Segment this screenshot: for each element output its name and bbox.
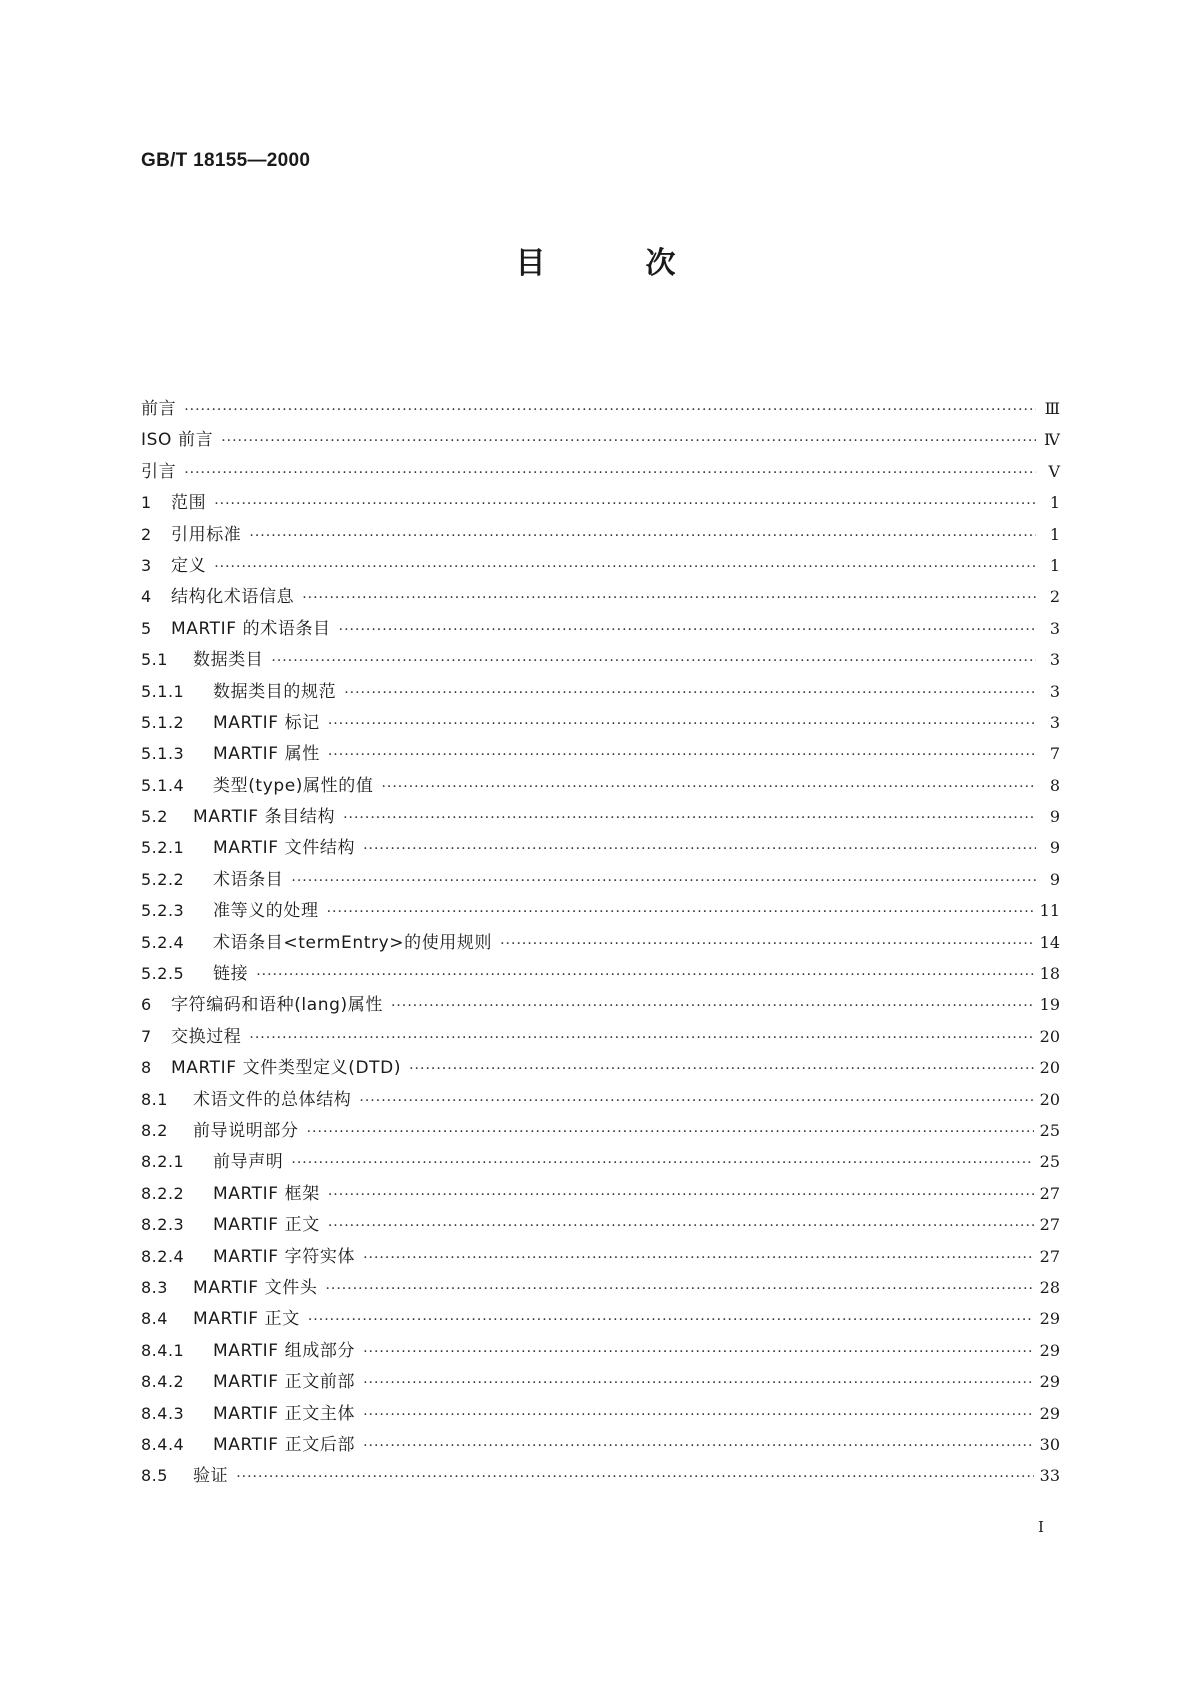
toc-entry[interactable] [141, 1241, 1060, 1272]
toc-entry-number: 8.2.4 [141, 1246, 185, 1266]
toc-entry-title: 数据类目的规范 [213, 681, 337, 702]
toc-entry-page: 2 [1049, 587, 1060, 607]
dot-leader [328, 1180, 1034, 1211]
toc-entry-page: 1 [1049, 493, 1060, 513]
toc-entry-page: 7 [1049, 744, 1060, 764]
toc-entry-number: 7 [141, 1026, 152, 1046]
toc-entry-page: 9 [1049, 869, 1060, 889]
toc-entry-page: 9 [1049, 838, 1060, 858]
dot-leader [363, 1368, 1034, 1399]
toc-entry-number: 8 [141, 1058, 152, 1078]
toc-entry-title: MARTIF 文件类型定义(DTD) [171, 1058, 402, 1079]
toc-entry-title: MARTIF 条目结构 [193, 807, 336, 828]
toc-entry-title: 准等义的处理 [213, 901, 319, 922]
toc-entry-page: 30 [1039, 1434, 1060, 1454]
toc-entry-title: 交换过程 [171, 1026, 242, 1047]
standard-code: GB/T 18155—2000 [141, 150, 311, 171]
dot-leader [500, 929, 1034, 960]
toc-entry-page: 11 [1039, 901, 1060, 921]
toc-entry[interactable] [141, 424, 1060, 455]
toc-entry-number: 4 [141, 587, 152, 607]
toc-entry-title: MARTIF 正文 [193, 1309, 300, 1330]
toc-entry[interactable] [141, 519, 1060, 550]
toc-entry-number: 8.4.4 [141, 1434, 185, 1454]
toc-entry-title: MARTIF 文件头 [193, 1277, 318, 1298]
toc-entry[interactable] [141, 1366, 1060, 1397]
page-title: 目次 [515, 246, 776, 281]
toc-entry-title: MARTIF 正文主体 [213, 1403, 356, 1424]
toc-entry-title: 前言 [141, 399, 177, 419]
toc-entry[interactable] [141, 958, 1060, 989]
toc-entry-number: 5.2.1 [141, 838, 185, 858]
dot-leader [381, 772, 1036, 803]
toc-entry[interactable] [141, 1146, 1060, 1177]
dot-leader [184, 395, 1036, 426]
toc-entry-title: 结构化术语信息 [171, 587, 295, 608]
dot-leader [271, 646, 1036, 677]
toc-entry-number: 1 [141, 493, 152, 513]
toc-entry[interactable] [141, 707, 1060, 738]
toc-entry-page: 27 [1039, 1183, 1060, 1203]
toc-entry-title: 引用标准 [171, 524, 242, 545]
dot-leader [339, 615, 1036, 646]
toc-entry-page: 27 [1039, 1215, 1060, 1235]
toc-entry-number: 2 [141, 524, 152, 544]
toc-entry-title: 前导声明 [213, 1152, 284, 1173]
toc-entry-number: 5.1.3 [141, 744, 185, 764]
toc-entry-page: 20 [1039, 1058, 1060, 1078]
toc-entry-number: 8.2.2 [141, 1183, 185, 1203]
toc-entry-number: 5.2 [141, 807, 168, 827]
toc-entry[interactable] [141, 738, 1060, 769]
toc-entry[interactable] [141, 1209, 1060, 1240]
toc-entry-page: 25 [1039, 1152, 1060, 1172]
toc-entry-number: 3 [141, 555, 152, 575]
dot-leader [327, 897, 1034, 928]
toc-entry-page: 28 [1039, 1277, 1060, 1297]
dot-leader [256, 960, 1033, 991]
dot-leader [302, 583, 1036, 614]
toc-entry[interactable] [141, 456, 1060, 487]
dot-leader [409, 1054, 1034, 1085]
toc-entry[interactable] [141, 676, 1060, 707]
toc-entry-page: 20 [1039, 1026, 1060, 1046]
dot-leader [363, 1337, 1034, 1368]
toc-entry-title: 验证 [193, 1466, 229, 1487]
toc-entry-page: 29 [1039, 1372, 1060, 1392]
toc-entry[interactable] [141, 989, 1060, 1020]
toc-entry-page: 1 [1049, 555, 1060, 575]
toc-entry-title: 前导说明部分 [193, 1120, 299, 1141]
toc-entry-page: 3 [1049, 618, 1060, 638]
dot-leader [307, 1117, 1034, 1148]
dot-leader [363, 1431, 1034, 1462]
toc-entry-title: MARTIF 正文后部 [213, 1434, 356, 1455]
toc-entry-title: MARTIF 字符实体 [213, 1246, 356, 1267]
toc-entry-title: 术语文件的总体结构 [193, 1089, 352, 1110]
dot-leader [363, 1400, 1034, 1431]
toc-entry-title: MARTIF 的术语条目 [171, 618, 331, 639]
toc-entry-page: 8 [1049, 775, 1060, 795]
toc-entry[interactable] [141, 487, 1060, 518]
toc-entry-number: 8.2.1 [141, 1152, 185, 1172]
toc-entry[interactable] [141, 613, 1060, 644]
toc-entry-title: ISO 前言 [141, 430, 214, 451]
toc-entry-title: MARTIF 组成部分 [213, 1340, 356, 1361]
toc-entry-page: 3 [1049, 712, 1060, 732]
toc-entry-title: 字符编码和语种(lang)属性 [171, 995, 383, 1016]
toc-entry-page: 20 [1039, 1089, 1060, 1109]
dot-leader [344, 678, 1036, 709]
toc-entry[interactable] [141, 1272, 1060, 1303]
toc-entry-title: 链接 [213, 964, 249, 985]
toc-entry-title: MARTIF 标记 [213, 712, 320, 733]
page-number: I [1038, 1518, 1044, 1536]
toc-entry-title: 术语条目<termEntry>的使用规则 [213, 932, 493, 953]
toc-entry-page: 14 [1039, 932, 1060, 952]
toc-entry-number: 8.4 [141, 1309, 168, 1329]
toc-entry[interactable] [141, 1303, 1060, 1334]
toc-entry-number: 5.2.2 [141, 869, 185, 889]
toc-entry-title: 定义 [171, 555, 207, 576]
toc-entry-number: 8.3 [141, 1277, 168, 1297]
toc-entry-page: 18 [1039, 964, 1060, 984]
toc-entry-number: 8.1 [141, 1089, 168, 1109]
toc-entry-number: 5.1 [141, 650, 168, 670]
toc-entry-page: 27 [1039, 1246, 1060, 1266]
dot-leader [221, 426, 1036, 457]
dot-leader [184, 458, 1036, 489]
toc-entry-page: 33 [1039, 1466, 1060, 1486]
toc-entry[interactable] [141, 801, 1060, 832]
toc-entry[interactable] [141, 832, 1060, 863]
dot-leader [236, 1462, 1033, 1493]
toc-entry[interactable] [141, 1021, 1060, 1052]
toc-entry[interactable] [141, 895, 1060, 926]
toc-entry[interactable] [141, 644, 1060, 675]
toc-entry-number: 6 [141, 995, 152, 1015]
toc-entry-number: 8.5 [141, 1466, 168, 1486]
toc-entry-title: 数据类目 [193, 650, 264, 671]
toc-entry-number: 5 [141, 618, 152, 638]
toc-entry-page: 3 [1049, 650, 1060, 670]
dot-leader [328, 1211, 1034, 1242]
toc-entry-page: 25 [1039, 1120, 1060, 1140]
toc-entry-page: 29 [1039, 1309, 1060, 1329]
toc-entry-title: MARTIF 框架 [213, 1183, 320, 1204]
toc-entry[interactable] [141, 1084, 1060, 1115]
toc-entry[interactable] [141, 1178, 1060, 1209]
toc-entry-number: 8.4.2 [141, 1372, 185, 1392]
toc-entry-title: 类型(type)属性的值 [213, 775, 374, 796]
dot-leader [291, 1148, 1033, 1179]
toc-entry[interactable] [141, 864, 1060, 895]
toc-entry[interactable] [141, 581, 1060, 612]
toc-entry-page: Ⅲ [1044, 399, 1060, 418]
toc-entry[interactable] [141, 1460, 1060, 1491]
toc-entry[interactable] [141, 1052, 1060, 1083]
toc-entry-title: MARTIF 正文 [213, 1215, 320, 1236]
toc-entry-number: 5.1.1 [141, 681, 185, 701]
toc-entry-number: 5.2.4 [141, 932, 185, 952]
dot-leader [328, 709, 1036, 740]
dot-leader [328, 740, 1036, 771]
toc-entry[interactable] [141, 1115, 1060, 1146]
toc-entry-page: Ⅳ [1044, 430, 1060, 450]
toc-entry-title: 引言 [141, 461, 177, 482]
toc-entry[interactable] [141, 393, 1060, 424]
toc-entry[interactable] [141, 1429, 1060, 1460]
toc-entry-page: Ⅴ [1048, 461, 1060, 481]
toc-entry-number: 8.2 [141, 1120, 168, 1140]
toc-entry-page: 29 [1039, 1403, 1060, 1423]
toc-entry[interactable] [141, 550, 1060, 581]
toc-entry-title: MARTIF 正文前部 [213, 1372, 356, 1393]
toc-entry-title: 术语条目 [213, 869, 284, 890]
toc-entry-title: MARTIF 文件结构 [213, 838, 356, 859]
toc-entry-number: 8.2.3 [141, 1215, 185, 1235]
toc-entry[interactable] [141, 1398, 1060, 1429]
toc-entry-number: 5.1.4 [141, 775, 185, 795]
toc-entry-page: 29 [1039, 1340, 1060, 1360]
dot-leader [363, 834, 1036, 865]
dot-leader [343, 803, 1036, 834]
dot-leader [308, 1305, 1034, 1336]
toc-entry-page: 19 [1039, 995, 1060, 1015]
toc-entry[interactable] [141, 770, 1060, 801]
dot-leader [214, 552, 1036, 583]
toc-entry-page: 3 [1049, 681, 1060, 701]
toc-entry-number: 5.2.3 [141, 901, 185, 921]
toc-entry-page: 9 [1049, 807, 1060, 827]
toc-entry-number: 5.1.2 [141, 712, 185, 732]
toc-entry-title: 范围 [171, 493, 207, 514]
dot-leader [249, 1023, 1033, 1054]
dot-leader [214, 489, 1036, 520]
toc-entry[interactable] [141, 927, 1060, 958]
toc-entry-number: 8.4.3 [141, 1403, 185, 1423]
toc-entry-number: 5.2.5 [141, 964, 185, 984]
dot-leader [359, 1086, 1033, 1117]
dot-leader [391, 991, 1034, 1022]
toc-entry-title: MARTIF 属性 [213, 744, 320, 765]
toc-entry[interactable] [141, 1335, 1060, 1366]
toc-entry-page: 1 [1049, 524, 1060, 544]
dot-leader [325, 1274, 1033, 1305]
toc-entry-number: 8.4.1 [141, 1340, 185, 1360]
dot-leader [249, 521, 1036, 552]
table-of-contents [141, 393, 1060, 1492]
dot-leader [291, 866, 1036, 897]
dot-leader [363, 1243, 1034, 1274]
